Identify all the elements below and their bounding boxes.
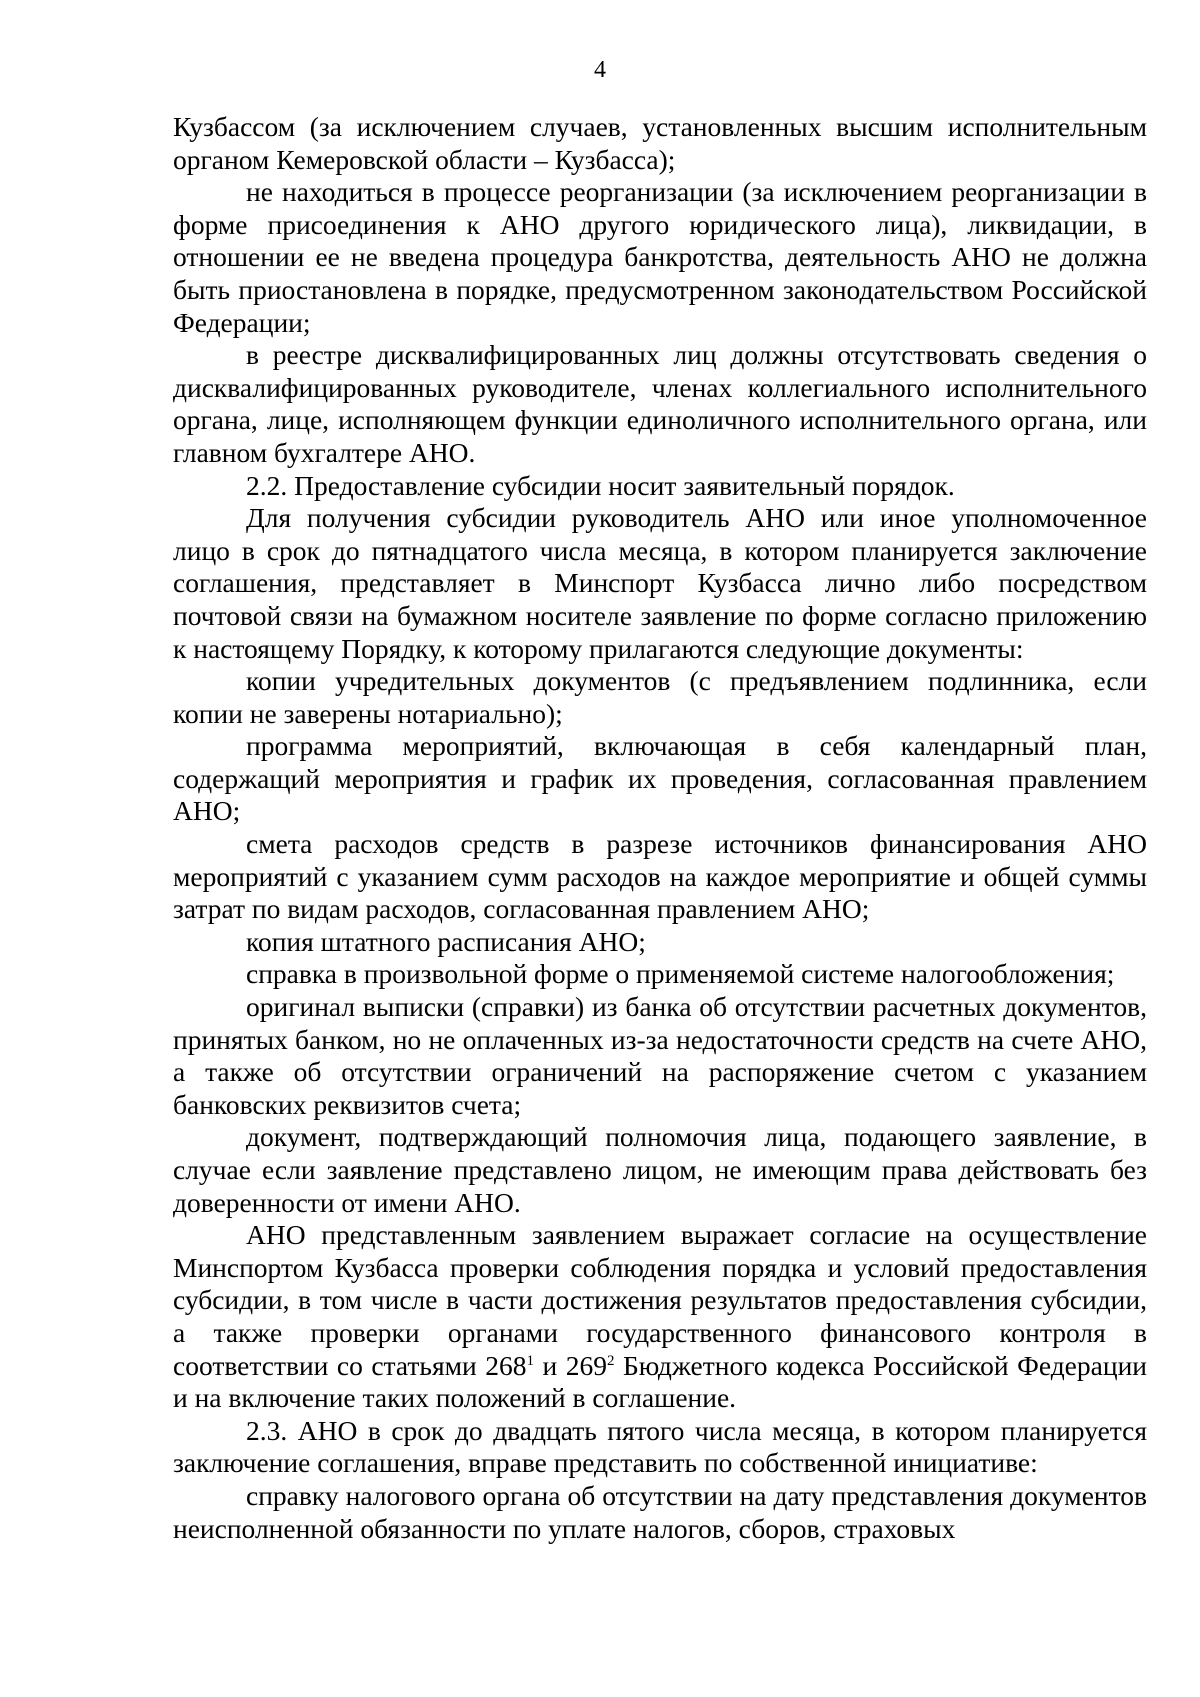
page-number: 4 — [594, 57, 606, 83]
superscript: 1 — [526, 1352, 534, 1369]
paragraph — [173, 1219, 1147, 1415]
paragraph: не находиться в процессе реорганизации (за исключением реорганизации в форме присоединения к АНО другого юридического лица), ликвидации, в отношении ее не введена процедура банкротства, деятельность АНО не должна быть приостановлена в порядке, предусмотренном законодательством Российской Федерации; — [173, 176, 1147, 338]
section-paragraph: 2.2. Предоставление субсидии носит заявительный порядок. — [246, 469, 955, 501]
paragraph-text: и 269 — [533, 1349, 607, 1381]
section-paragraph: 2.3. АНО в срок до двадцать пятого числа месяца, в котором планируется заключение соглашения, вправе представить по собственной инициативе: — [173, 1414, 1147, 1479]
list-item: смета расходов средств в разрезе источников финансирования АНО мероприятий с указанием сумм расходов на каждое мероприятие и общей суммы затрат по видам расходов, согласованная правлением АНО; — [173, 828, 1147, 925]
list-item: копии учредительных документов (с предъявлением подлинника, если копии не заверены нотариально); — [173, 665, 1147, 729]
list-item: копия штатного расписания АНО; — [246, 925, 646, 957]
document-body — [173, 111, 1147, 1545]
list-item: справка в произвольной форме о применяемой системе налогообложения; — [246, 958, 1115, 990]
list-item: справку налогового органа об отсутствии на дату представления документов неисполненной обязанности по уплате налогов, сборов, страховых — [173, 1479, 1147, 1544]
paragraph: в реестре дисквалифицированных лиц должны отсутствовать сведения о дисквалифицированных руководителе, членах коллегиального исполнительного органа, лице, исполняющем функции единоличного исполнительного органа, или главном бухгалтере АНО. — [173, 339, 1147, 468]
paragraph-text: Бюджетного кодекса Российской Федерации и на включение таких положений в соглашение. — [173, 1349, 1147, 1414]
list-item: документ, подтверждающий полномочия лица, подающего заявление, в случае если заявление представлено лицом, не имеющим права действовать без доверенности от имени АНО. — [173, 1121, 1147, 1218]
list-item: оригинал выписки (справки) из банка об отсутствии расчетных документов, принятых банком, но не оплаченных из-за недостаточности средств на счете АНО, а также об отсутствии ограничений на распоряжение счетом с указанием банковских реквизитов счета; — [173, 991, 1147, 1120]
paragraph-text: АНО представленным заявлением выражает согласие на осуществление Минспортом Кузбасса проверки соблюдения порядка и условий предоставления субсидии, в том числе в части достижения результатов предоставления субсидии, а также проверки органами государственного финансового контроля в соответствии со статьями 268 — [173, 1219, 1147, 1381]
list-item: программа мероприятий, включающая в себя календарный план, содержащий мероприятия и график их проведения, согласованная правлением АНО; — [173, 730, 1147, 827]
superscript: 2 — [606, 1352, 615, 1369]
paragraph: Для получения субсидии руководитель АНО или иное уполномоченное лицо в срок до пятнадцатого числа месяца, в котором планируется заключение соглашения, представляет в Минспорт Кузбасса лично либо посредством почтовой связи на бумажном носителе заявление по форме согласно приложению к настоящему Порядку, к которому прилагаются следующие документы: — [173, 502, 1147, 664]
paragraph: Кузбассом (за исключением случаев, установленных высшим исполнительным органом Кемеровской области – Кузбасса); — [173, 111, 1147, 175]
